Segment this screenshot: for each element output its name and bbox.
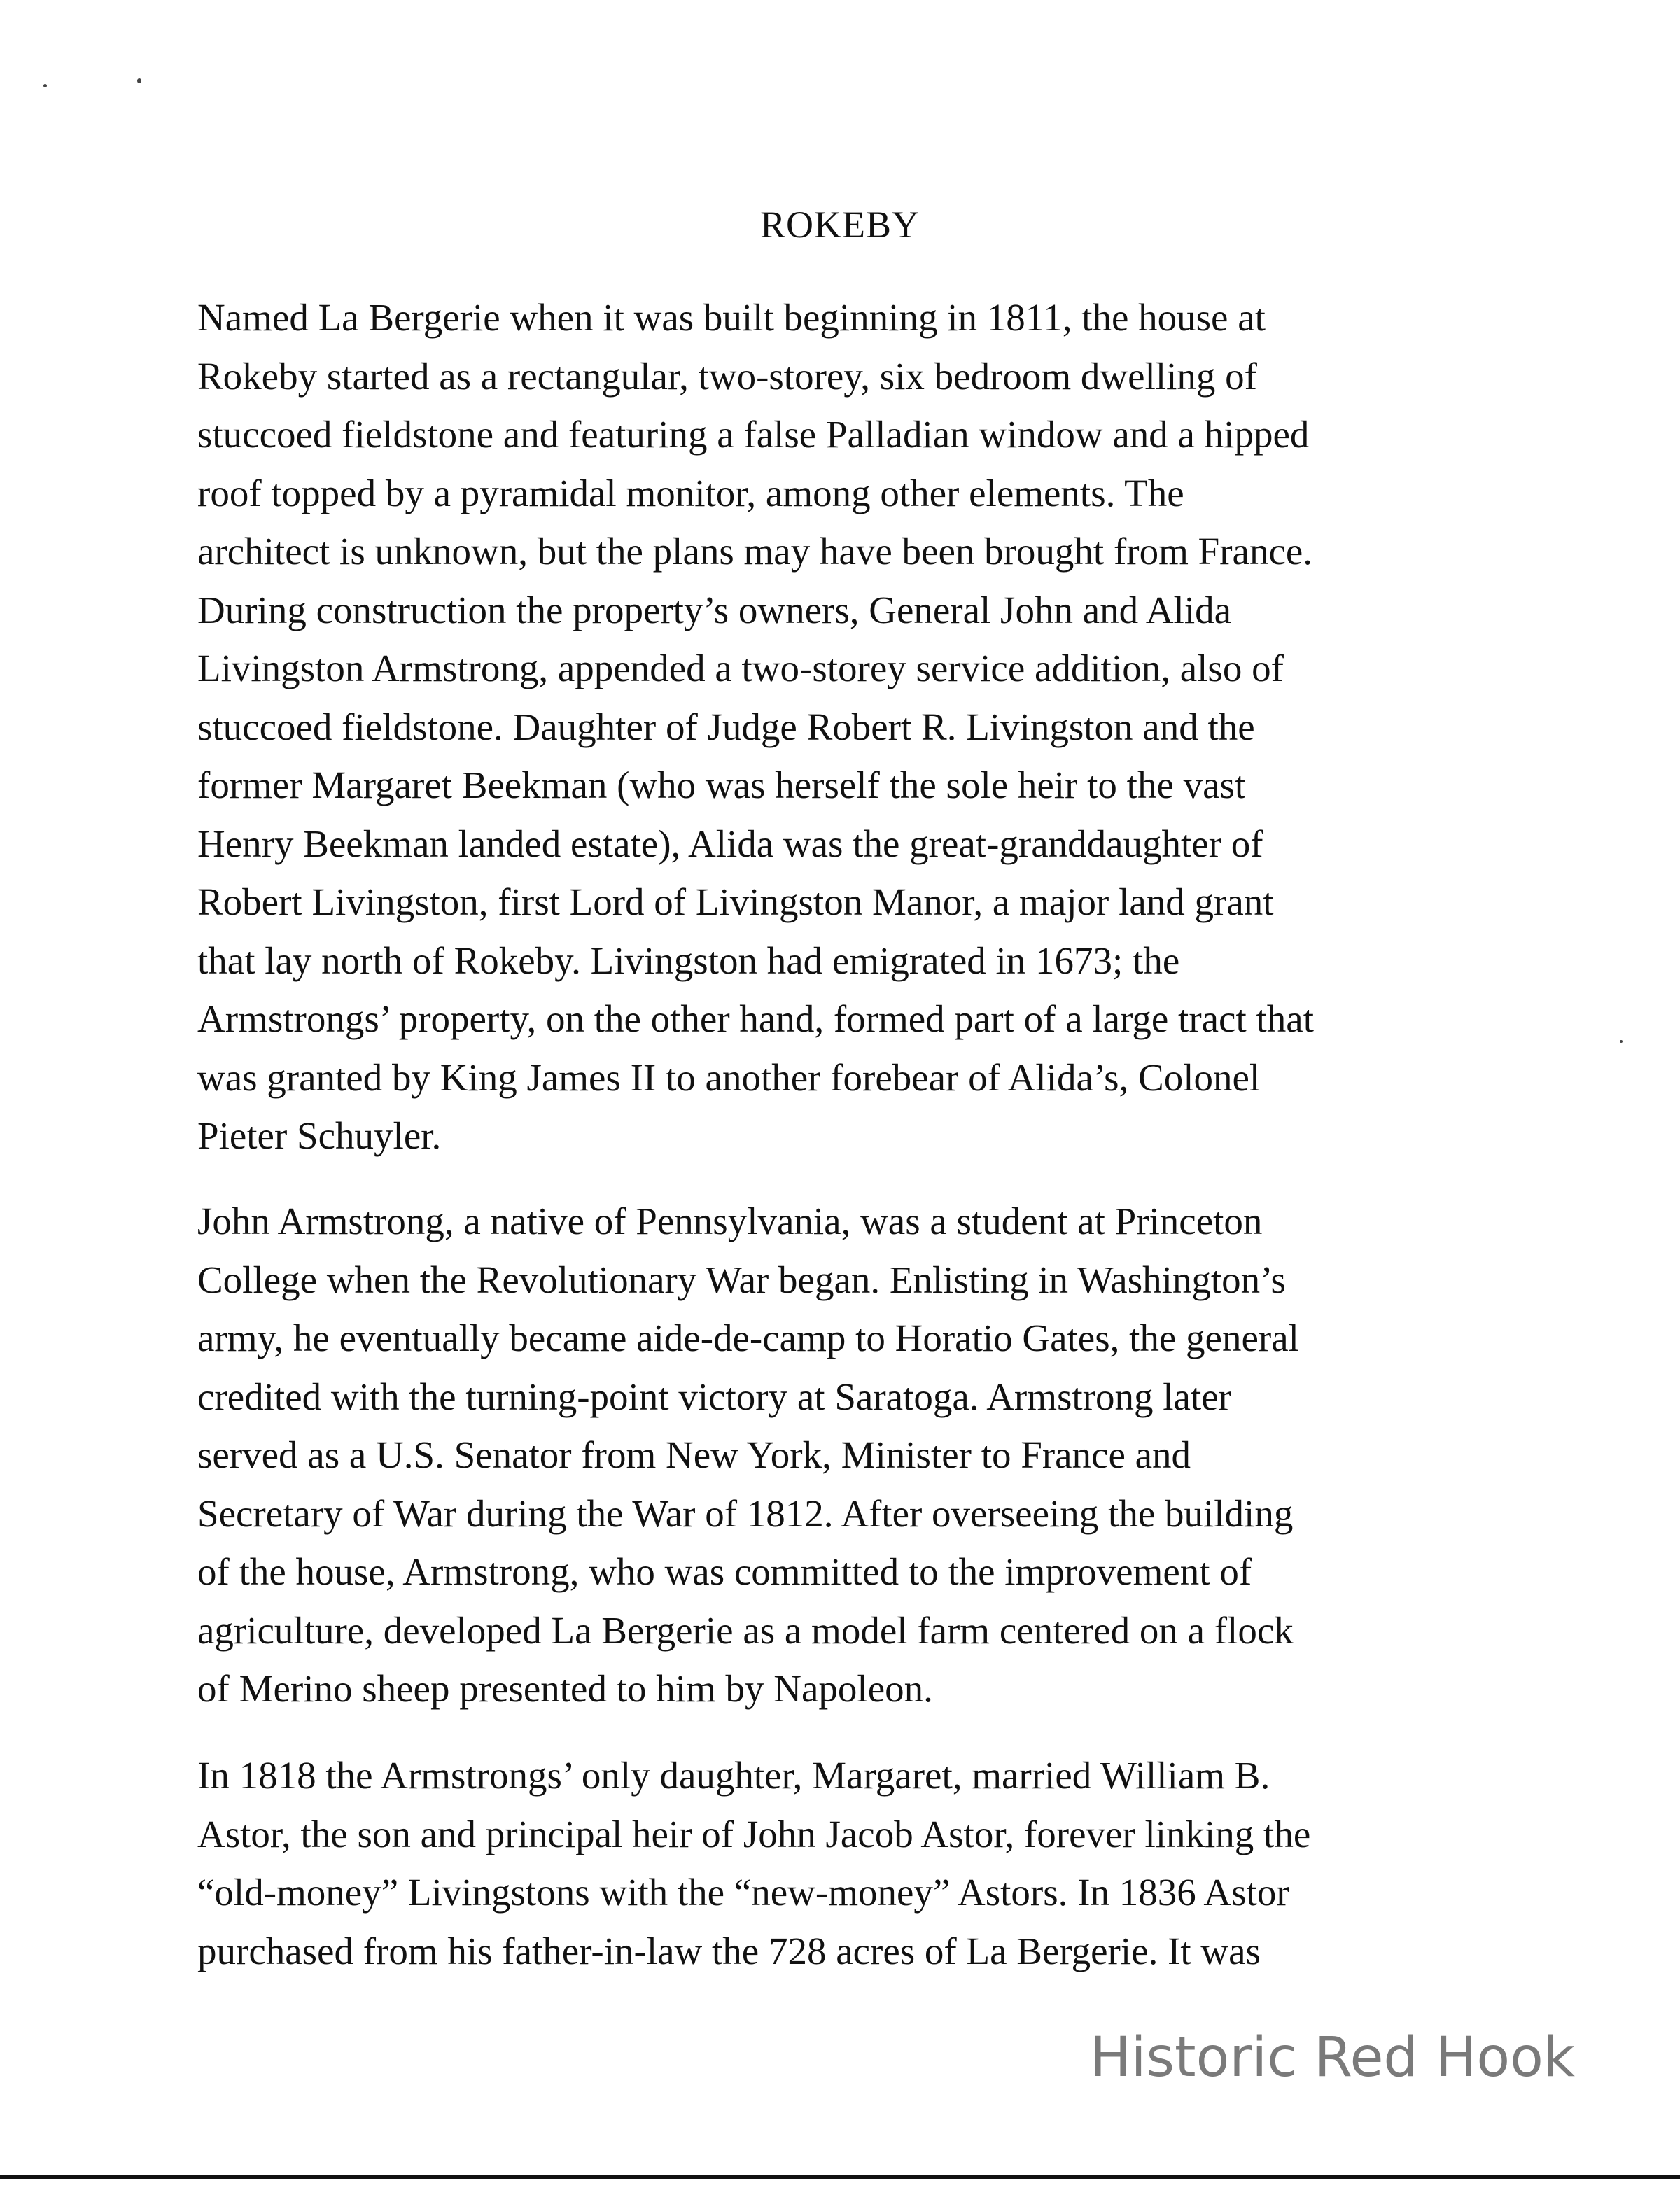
- scan-speck: [137, 78, 141, 83]
- text-line: that lay north of Rokeby. Livingston had emigrated in 1673; the: [197, 939, 1180, 982]
- text-line: Henry Beekman landed estate), Alida was the great-granddaughter of: [197, 822, 1264, 865]
- text-line: Armstrongs’ property, on the other hand, formed part of a large tract that: [197, 997, 1314, 1040]
- text-line: College when the Revolutionary War began. Enlisting in Washington’s: [197, 1258, 1286, 1301]
- text-line: roof topped by a pyramidal monitor, among other elements. The: [197, 471, 1184, 514]
- text-line: purchased from his father-in-law the 728 acres of La Bergerie. It was: [197, 1929, 1261, 1972]
- text-line: stuccoed fieldstone. Daughter of Judge Robert R. Livingston and the: [197, 705, 1255, 748]
- watermark-historic-red-hook: Historic Red Hook: [1090, 2026, 1575, 2089]
- document-title: ROKEBY: [760, 204, 920, 246]
- paragraph-2: [197, 1192, 1513, 1718]
- text-line: served as a U.S. Senator from New York, Minister to France and: [197, 1433, 1191, 1476]
- paragraph-1: [197, 288, 1513, 1165]
- paragraph-3: [197, 1746, 1513, 1980]
- text-line: former Margaret Beekman (who was herself the sole heir to the vast: [197, 764, 1246, 806]
- text-line: architect is unknown, but the plans may have been brought from France.: [197, 530, 1313, 573]
- text-line: army, he eventually became aide-de-camp to Horatio Gates, the general: [197, 1317, 1299, 1359]
- scan-speck: [1620, 1040, 1623, 1043]
- text-line: In 1818 the Armstrongs’ only daughter, Margaret, married William B.: [197, 1754, 1270, 1797]
- text-line: Livingston Armstrong, appended a two-storey service addition, also of: [197, 647, 1284, 689]
- text-line: “old-money” Livingstons with the “new-money” Astors. In 1836 Astor: [197, 1871, 1289, 1914]
- text-line: Robert Livingston, first Lord of Livingston Manor, a major land grant: [197, 880, 1274, 923]
- text-line: John Armstrong, a native of Pennsylvania, was a student at Princeton: [197, 1200, 1263, 1242]
- text-line: agriculture, developed La Bergerie as a model farm centered on a flock: [197, 1608, 1294, 1652]
- text-line: was granted by King James II to another forebear of Alida’s, Colonel: [197, 1055, 1261, 1099]
- text-line: Secretary of War during the War of 1812. After overseeing the building: [197, 1491, 1294, 1535]
- text-line: Pieter Schuyler.: [197, 1114, 442, 1157]
- text-line: stuccoed fieldstone and featuring a false Palladian window and a hipped: [197, 413, 1310, 456]
- text-line: Astor, the son and principal heir of John Jacob Astor, forever linking the: [197, 1812, 1311, 1855]
- text-line: Rokeby started as a rectangular, two-storey, six bedroom dwelling of: [197, 354, 1257, 398]
- text-line: credited with the turning-point victory at Saratoga. Armstrong later: [197, 1375, 1231, 1418]
- bottom-divider: [0, 2175, 1680, 2179]
- text-line: of the house, Armstrong, who was committed to the improvement of: [197, 1550, 1252, 1593]
- scan-speck: [43, 84, 47, 87]
- text-line: of Merino sheep presented to him by Napoleon.: [197, 1667, 933, 1710]
- text-line: During construction the property’s owners, General John and Alida: [197, 588, 1232, 631]
- text-line: Named La Bergerie when it was built beginning in 1811, the house at: [197, 296, 1266, 339]
